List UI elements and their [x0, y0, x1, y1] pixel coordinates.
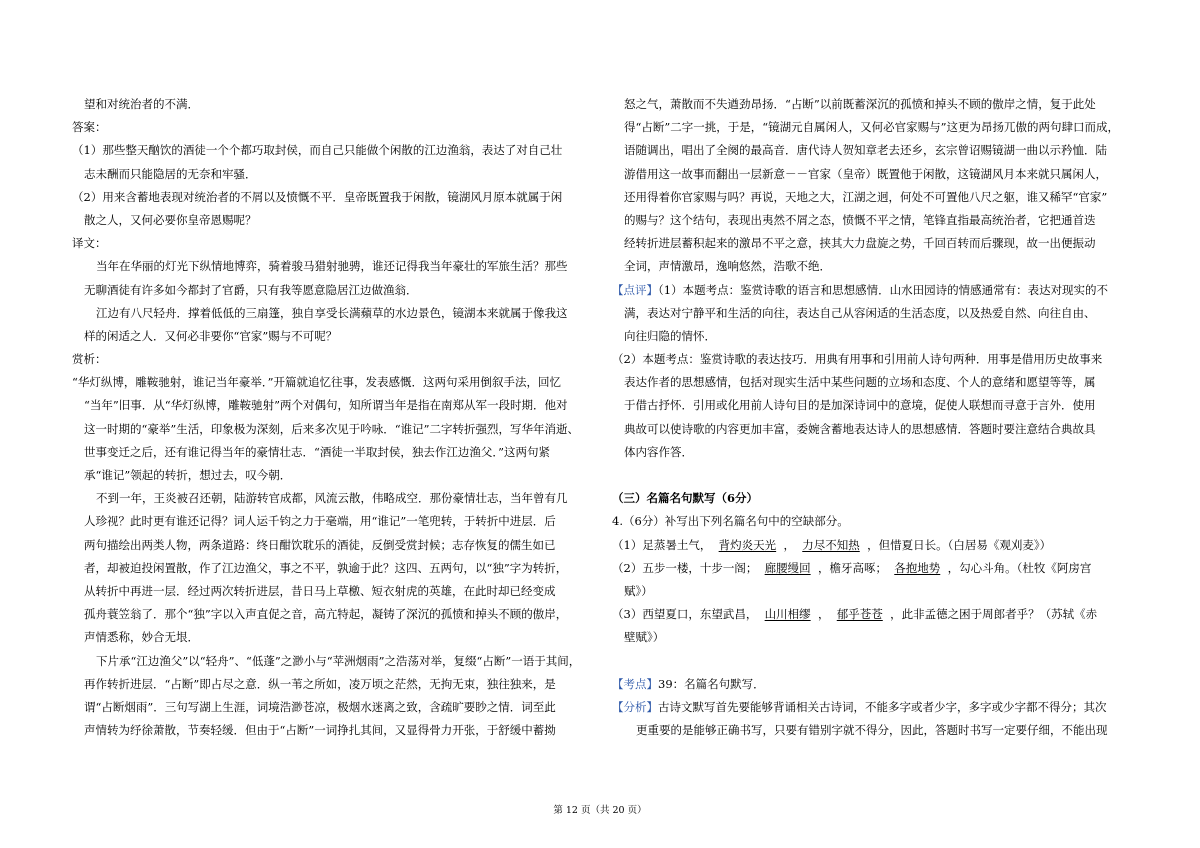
- item-text: ，: [817, 607, 830, 622]
- right-column: [612, 93, 1132, 742]
- text-line: 从转折中再进一层．经过两次转折进层，昔日马上草檄、短衣射虎的英雄，在此时却已经变成: [84, 583, 556, 598]
- text-line: 满，表达对宁静平和生活的向往，表达自己从容闲适的生活态度，以及热爱自然、向往自由、: [624, 305, 1096, 320]
- item-text: ，此非孟德之困于周郎者乎？（苏轼《赤: [890, 607, 1098, 622]
- kaodian-text: 39：名篇名句默写．: [658, 676, 765, 691]
- text-line: 不到一年，王炎被召还朝，陆游转官成都，风流云散，伟略成空．那份豪情壮志，当年曾有几: [96, 491, 568, 506]
- item-text: （1）足蒸暑土气，: [612, 537, 712, 552]
- text-line: 志未酬而只能隐居的无奈和牢骚．: [84, 166, 257, 181]
- text-line: 再作转折进层．“占断”即占尽之意．纵一苇之所如，凌万顷之茫然，无拘无束，独往独来，是: [84, 676, 556, 691]
- text-line: 全词，声情激昂，逸响悠然，浩歌不绝．: [624, 259, 831, 274]
- analysis-tag: 【分析】: [612, 699, 658, 714]
- text-line: 世事变迁之后，还有谁记得当年的豪情壮志．“酒徒一半取封侯，独去作江边渔父．”这两句紧: [84, 444, 551, 459]
- question-4-item-1: [612, 534, 1132, 557]
- text-line: 人珍视？此时更有谁还记得？词人运千钧之力于毫端，用“谁记”一笔兜转，于转折中进层．后: [84, 514, 556, 529]
- item-text: ，: [783, 537, 795, 552]
- question-4-item-2: [612, 557, 1132, 580]
- text-line: 语随调出，唱出了全阕的最高音．唐代诗人贺知章老去还乡，玄宗曾诏赐镜湖一曲以示矜恤．陆: [624, 143, 1107, 158]
- item-text: （2）五步一楼，十步一阁；: [612, 560, 758, 575]
- text-line: 经转折进层蓄积起来的激昂不平之意，挟其大力盘旋之势，千回百转而后骤现，故一出便振动: [624, 236, 1096, 251]
- text-line: 声情悉称，妙合无垠．: [84, 630, 199, 645]
- spacer: [612, 650, 1132, 673]
- answer-blank: 力尽不知热: [802, 537, 860, 552]
- text-line: 下片承“江边渔父”以“轻舟”、“低蓬”之渺小与“苹洲烟雨”之浩荡对举，复缀“占断”一语于其间，: [96, 653, 581, 668]
- question-4: 4.（6分）补写出下列名篇名句中的空缺部分。: [612, 514, 849, 529]
- text-line: 当年在华丽的灯光下纵情地博弈，骑着骏马猎射驰骋，谁还记得我当年豪壮的军旅生活？那些: [96, 259, 568, 274]
- text-line: 表达作者的思想感情，包括对现实生活中某些问题的立场和态度、个人的意绪和愿望等等，属: [624, 375, 1096, 390]
- text-line: 两句描绘出两类人物，两条道路：终日酣饮耽乐的酒徒，反倒受赏封候；志存恢复的儒生如已: [84, 537, 556, 552]
- text-line: 更重要的是能够正确书写，只要有错别字就不得分，因此，答题时书写一定要仔细，不能出现: [636, 723, 1108, 738]
- answer-blank: 山川相缪: [764, 607, 811, 622]
- page-footer: 第 12 页（共 20 页）: [553, 805, 647, 816]
- text-line: 怒之气，萧散而不失遒劲昂扬．“占断”以前既蓄深沉的孤愤和掉头不顾的傲岸之情，复于此处: [624, 97, 1096, 111]
- text-line: 典故可以使诗歌的内容更加丰富，委婉含蓄地表达诗人的思想感情．答题时要注意结合典故具: [624, 421, 1096, 436]
- text-line: 赋》）: [624, 583, 653, 598]
- text-line: （2）用来含蓄地表现对统治者的不屑以及愤慨不平．皇帝既置我于闲散，镜湖风月原本就属于闲: [72, 189, 563, 204]
- spacer: [612, 464, 1132, 487]
- answer-heading: 答案：: [72, 120, 107, 135]
- comment-line: [612, 279, 1132, 302]
- text-line: 孤舟蓑笠翁了．那个“独”字以入声直促之音，高亢特起，凝铸了深沉的孤愤和掉头不顾的傲岸，: [84, 607, 568, 622]
- text-line: 的赐与？这个结句，表现出夷然不屑之态，愤慨不平之情，笔锋直指最高统治者，它把通首迭: [624, 212, 1096, 227]
- text-line: 承“谁记”领起的转折，想过去，叹今朝．: [84, 468, 292, 482]
- question-4-item-3: [612, 603, 1132, 626]
- text-line: 这一时期的“豪举”生活，印象极为深刻，后来多次见于吟咏．“谁记”二字转折强烈，写华年消逝、: [84, 421, 580, 436]
- analysis-line: [612, 696, 1132, 719]
- text-line: 得“占断”二字一挑，于是，“镜湖元自属闲人，又何必官家赐与”这更为昂扬兀傲的两句肆口而成，: [624, 120, 1120, 135]
- text-line: 体内容作答．: [624, 444, 693, 459]
- item-text: （3）西望夏口，东望武昌，: [612, 607, 758, 622]
- item-text: ，檐牙高啄；: [817, 560, 887, 575]
- text-line: 望和对统治者的不满．: [84, 97, 199, 111]
- analysis-text: 古诗文默写首先要能够背诵相关古诗词，不能多字或者少字，多字或少字都不得分；其次: [658, 699, 1107, 714]
- text-line: （2）本题考点：鉴赏诗歌的表达技巧．用典有用事和引用前人诗句两种．用事是借用历史故事来: [612, 352, 1103, 367]
- text-line: 壁赋》）: [624, 630, 665, 645]
- text-line: 于借古抒怀．引用或化用前人诗句目的是加深诗词中的意境，促使人联想而寻意于言外．使用: [624, 398, 1096, 413]
- text-line: 向往归隐的情怀．: [624, 328, 716, 343]
- translation-heading: 译文：: [72, 236, 107, 251]
- item-text: ，勾心斗角。（杜牧《阿房宫: [947, 560, 1092, 575]
- text-line: 者，却被迫投闲置散，作了江边渔父，事之不平，孰逾于此？这四、五两句，以“独”字为转折，: [84, 560, 568, 575]
- text-line: （1）那些整天酗饮的酒徒一个个都巧取封侯，而自己只能做个闲散的江边渔翁，表达了对自己壮: [72, 143, 563, 158]
- text-line: 还用得着你官家赐与吗？再说，天地之大，江湖之迥，何处不可置他八尺之躯，谁又稀罕“官家”: [624, 189, 1108, 204]
- text-line: “当年”旧事．从“华灯纵博，雕鞍驰射”两个对偶句，知所谓当年是指在南郑从军一段时期．他对: [84, 398, 568, 413]
- appreciation-heading: 赏析：: [72, 352, 107, 367]
- text-line: 声情转为纾徐萧散，节奏轻缓．但由于“占断”一词挣扎其间，又显得骨力开张，于舒缓中蓄拗: [84, 723, 556, 738]
- answer-blank: 郁乎苍苍: [836, 607, 883, 622]
- comment-tag: 【点评】: [612, 282, 658, 297]
- answer-blank: 廊腰缦回: [764, 560, 811, 575]
- kaodian-line: [612, 673, 1132, 696]
- left-column: [72, 93, 592, 742]
- kaodian-tag: 【考点】: [612, 676, 658, 691]
- item-text: ，但惜夏日长。（白居易《观刈麦》）: [867, 537, 1052, 552]
- comment-text: （1）本题考点：鉴赏诗歌的语言和思想感情．山水田园诗的情感通常有：表达对现实的不: [658, 282, 1109, 297]
- text-line: 样的闲适之人．又何必非要你“官家”赐与不可呢？: [84, 328, 338, 343]
- text-line: 散之人，又何必要你皇帝恩赐呢？: [84, 212, 257, 227]
- text-line: 游借用这一故事而翻出一层新意－－官家（皇帝）既置他于闲散，这镜湖风月本来就只属闲人，: [624, 166, 1107, 181]
- section-title: （三）名篇名句默写（6分）: [612, 491, 759, 506]
- answer-blank: 背灼炎天光: [718, 537, 777, 552]
- text-line: “华灯纵博，雕鞍驰射，谁记当年豪举．”开篇就追忆往事，发表感慨．这两句采用倒叙手法，回忆: [72, 375, 562, 390]
- text-line: 江边有八尺轻舟．撑着低低的三扇篷，独自享受长满蘋草的水边景色，镜湖本来就属于像我这: [96, 305, 568, 320]
- answer-blank: 各抱地势: [894, 560, 941, 575]
- text-line: 无聊酒徒有许多如今都封了官爵，只有我等愿意隐居江边做渔翁．: [84, 282, 418, 297]
- text-line: 谓“占断烟雨”．三句写湖上生涯，词境浩渺苍凉，极烟水迷离之致，含疏旷要眇之情．词至此: [84, 699, 556, 714]
